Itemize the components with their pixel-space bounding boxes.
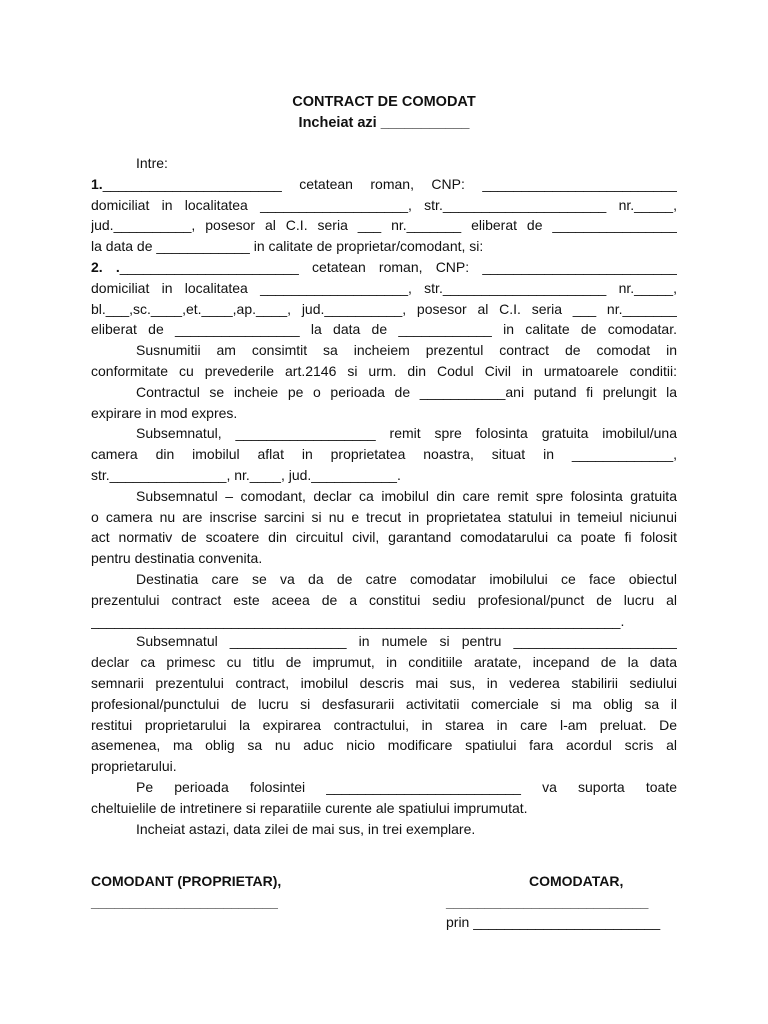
clause-6-line-4: profesional/punctului de lucru si desfasurarii activitatii comerciale si ma oblig sa il <box>91 695 677 712</box>
party-1-number: 1. <box>91 175 103 192</box>
comodatar-prin-line: prin ________________________ <box>446 914 661 930</box>
clause-7-line-1: Pe perioada folosintei _________________________ va suporta toate <box>136 778 677 795</box>
clause-6-line-1: Subsemnatul _______________ in numele si pentru _____________________ <box>136 633 677 650</box>
clause-4-line-3: act normativ de scoatere din circuitul civil, garantand comodatarului ca poate fi folosit <box>91 529 677 546</box>
comodant-signature-line: ________________________ <box>91 894 278 910</box>
party-1-line-3: jud.__________, posesor al C.I. seria ___ nr._______ eliberat de ________________ <box>91 217 677 234</box>
party-2-line-2: domiciliat in localitatea ___________________, str._____________________ nr._____, <box>91 279 677 296</box>
comodatar-signature-line: __________________________ <box>446 894 649 910</box>
clause-3-line-2: camera din imobilul aflat in proprietatea noastra, situat in _____________, <box>91 446 677 463</box>
clause-5-line-2: prezentului contract este aceea de a constitui sediu profesional/punct de lucru al <box>91 591 677 608</box>
clause-2-line-2: expirare in mod expres. <box>91 404 238 421</box>
clause-5-line-1: Destinatia care se va da de catre comodatar imobilului ce face obiectul <box>136 570 677 587</box>
party-2-line-1-text: _______________________ cetatean roman, CNP: _________________________ <box>119 258 677 275</box>
document-title: CONTRACT DE COMODAT <box>292 94 476 110</box>
party-1-line-1 <box>91 174 677 195</box>
clause-1-line-2: conformitate cu prevederile art.2146 si urm. din Codul Civil in urmatoarele conditii: <box>91 362 677 379</box>
clause-3-line-3: str._______________, nr.____, jud.___________. <box>91 466 401 483</box>
party-2-line-4: eliberat de ________________ la data de ____________ in calitate de comodatar. <box>91 321 677 338</box>
party-2-number: 2. . <box>91 258 120 275</box>
clause-4-line-1: Subsemnatul – comodant, declar ca imobilul din care remit spre folosinta gratuita <box>136 487 677 504</box>
clause-5-line-3: ____________________________________________________________________. <box>91 612 625 629</box>
clause-8-line-1: Incheiat astazi, data zilei de mai sus, in trei exemplare. <box>136 820 476 837</box>
clause-1-line-1: Susnumitii am consimtit sa incheiem prezentul contract de comodat in <box>136 342 677 359</box>
clause-6-line-3: semnarii prezentului contract, imobilul descris mai sus, in vederea stabilirii sediului <box>91 674 677 691</box>
party-2-line-1 <box>91 257 677 278</box>
clause-6-line-5: restitui proprietarului la expirarea contractului, in starea in care l-am preluat. De <box>91 716 677 733</box>
clause-7-line-2: cheltuielile de intretinere si reparatiile curente ale spatiului imprumutat. <box>91 799 528 816</box>
clause-3-line-1: Subsemnatul, __________________ remit spre folosinta gratuita imobilul/una <box>136 425 677 442</box>
party-1-line-4: la data de ____________ in calitate de proprietar/comodant, si: <box>91 238 484 255</box>
contract-body <box>91 153 677 839</box>
document-subtitle: Incheiat azi ___________ <box>298 115 470 131</box>
party-1-line-2: domiciliat in localitatea ___________________, str._____________________ nr._____, <box>91 196 677 213</box>
clause-6-line-2: declar ca primesc cu titlu de imprumut, in conditiile aratate, incepand de la data <box>91 654 677 671</box>
intro-line: Intre: <box>136 155 168 171</box>
party-2-line-3: bl.___,sc.____,et.____,ap.____, jud.__________, posesor al C.I. seria ___ nr._______ <box>91 300 677 317</box>
clause-4-line-2: o camera nu are inscrise sarcini si nu e trecut in proprietatea statului in temeiul niciunui <box>91 508 677 525</box>
comodatar-signature-label: COMODATAR, <box>529 873 624 889</box>
clause-4-line-4: pentru destinatia convenita. <box>91 550 263 567</box>
clause-2-line-1: Contractul se incheie pe o perioada de ___________ani putand fi prelungit la <box>136 383 677 400</box>
comodant-signature-label: COMODANT (PROPRIETAR), <box>91 873 282 889</box>
party-1-line-1-text: _______________________ cetatean roman, CNP: _________________________ <box>102 175 677 192</box>
clause-6-line-7: proprietarului. <box>91 758 177 775</box>
clause-6-line-6: asemenea, ma oblig sa nu aduc nicio modificare spatiului fara acordul scris al <box>91 737 677 754</box>
